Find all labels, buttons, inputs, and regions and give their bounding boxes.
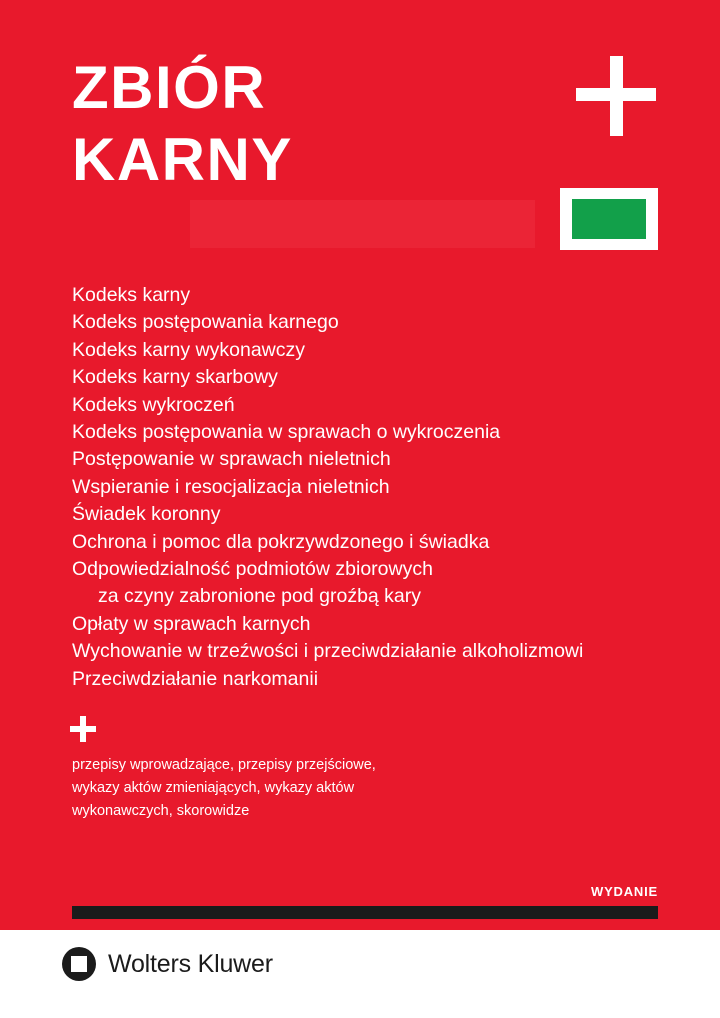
list-item: Odpowiedzialność podmiotów zbiorowych — [72, 558, 433, 581]
list-item: Kodeks wykroczeń — [72, 393, 235, 416]
list-item: za czyny zabronione pod groźbą kary — [98, 585, 422, 608]
list-item: Przeciwdziałanie narkomanii — [72, 667, 319, 690]
title-line-2: KARNY — [72, 126, 293, 193]
list-item: Postępowanie w sprawach nieletnich — [72, 448, 391, 471]
divider-bar — [72, 906, 658, 919]
flag-icon-inner — [572, 199, 646, 239]
cover-title — [72, 52, 532, 196]
list-item: Wychowanie w trzeźwości i przeciwdziałanie alkoholizmowi — [72, 640, 584, 663]
list-item: Świadek koronny — [72, 503, 221, 526]
flag-icon — [560, 188, 658, 250]
publisher-logo — [62, 947, 273, 981]
footnote-line: wykonawczych, skorowidze — [72, 803, 250, 819]
list-item: Wspieranie i resocjalizacja nieletnich — [72, 475, 390, 498]
list-item: Kodeks karny skarbowy — [72, 366, 278, 389]
wolters-kluwer-mark-icon — [62, 947, 96, 981]
list-item: Ochrona i pomoc dla pokrzywdzonego i świadka — [72, 530, 490, 553]
faded-band — [190, 200, 535, 248]
edition-label: WYDANIE — [591, 884, 658, 899]
contents-list — [72, 282, 672, 693]
footnote-block — [72, 754, 552, 823]
list-item: Kodeks postępowania w sprawach o wykroczenia — [72, 421, 501, 444]
footnote-line: przepisy wprowadzające, przepisy przejściowe, — [72, 757, 376, 773]
list-item: Kodeks karny — [72, 284, 191, 306]
list-item: Opłaty w sprawach karnych — [72, 612, 311, 635]
footnote-line: wykazy aktów zmieniających, wykazy aktów — [72, 780, 355, 796]
title-line-1: ZBIÓR — [72, 54, 267, 121]
publisher-name: Wolters Kluwer — [108, 949, 273, 978]
list-item: Kodeks postępowania karnego — [72, 311, 339, 334]
small-plus-icon — [70, 716, 96, 742]
plus-icon — [574, 54, 658, 138]
list-item: Kodeks karny wykonawczy — [72, 338, 306, 361]
